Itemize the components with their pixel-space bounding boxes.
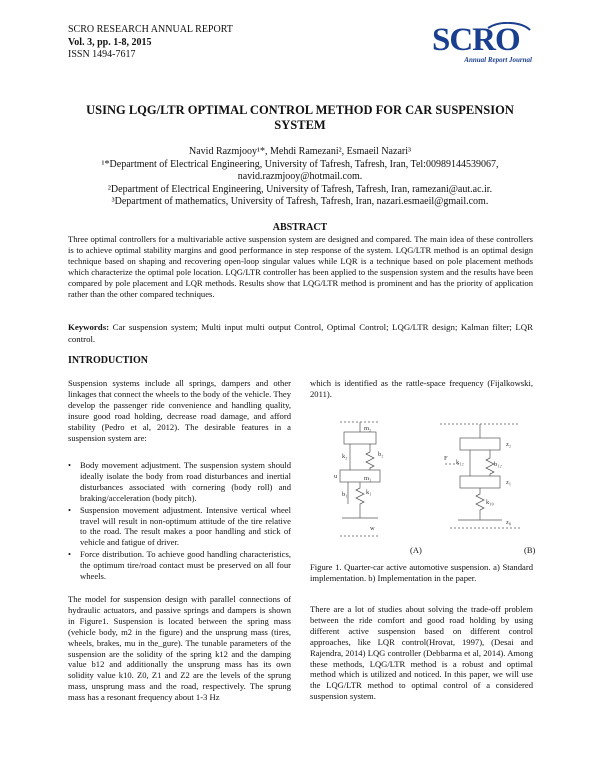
label-u: u — [334, 473, 338, 480]
affiliation-1-line-1: ¹*Department of Electrical Engineering, University of Tafresh, Tafresh, Iran, Tel:00989144539067, — [101, 158, 499, 170]
label-w: w — [370, 525, 375, 532]
label-b1: b₁ — [342, 491, 348, 498]
label-m2: m₂ — [364, 425, 372, 432]
journal-header — [68, 24, 233, 62]
logo-text: SCRO — [432, 22, 520, 58]
affiliation-3: ³Department of mathematics, University of Tafresh, Tafresh, Iran, nazari.esmaeil@gmail.com. — [111, 196, 489, 207]
label-k12: k₁₂ — [456, 459, 464, 466]
journal-volume: Vol. 3, pp. 1-8, 2015 — [68, 36, 152, 48]
list-item: • Suspension movement adjustment. Intensive vertical wheel travel will result in non-optimum attitude of the tire relative to the road. The result makes a poor handling and stick of vehicle and fatigue of driver. — [68, 505, 291, 549]
suspension-diagram — [320, 408, 535, 548]
label-m1: m₁ — [364, 475, 372, 482]
keywords-label: Keywords: — [68, 322, 110, 332]
abstract-text: Three optimal controllers for a multivariable active suspension system are designed and compared. The main idea of these controllers is to achieve optimal stability margins and good performance in step response of the system. LQG/LTR method is an optimal design technique based on shaping and recovering open-loop singular values while LQR is a technique based on pole placement methods which characterize the optimal pole location. LQG/LTR controller has been applied to the suspension system and the results have been compared by pole placement and LQR methods. Results show that LQG/LTR method is prominent and has the priority of application rather than the other compared techniques. — [68, 234, 533, 299]
label-z0: z₀ — [506, 519, 512, 526]
label-k10: k₁₀ — [486, 499, 494, 506]
diagram-b — [440, 424, 520, 528]
paper-title — [80, 103, 520, 133]
keywords — [68, 322, 533, 345]
logo-subtitle: Annual Report Journal — [464, 56, 532, 64]
list-item: • Force distribution. To achieve good handling characteristics, the optimum tire/road contact must be preserved on all four wheels. — [68, 549, 291, 582]
author-names: Navid Razmjooy¹*, Mehdi Ramezani², Esmaeil Nazari³ — [189, 146, 411, 157]
list-item: • Body movement adjustment. The suspension system should ideally isolate the body from road disturbances and inertial disturbances associated with cornering (body roll) and braking/acceleration (body pitch). — [68, 460, 291, 504]
label-k2: k₂ — [342, 453, 348, 460]
label-b2: b₂ — [378, 451, 384, 458]
affiliation-2: ²Department of Electrical Engineering, University of Tafresh, Tafresh, Iran, ramezani@aut.ac.ir. — [107, 183, 493, 195]
keywords-text: Car suspension system; Multi input multi output Control, Optimal Control; LQG/LTR design; Kalman filter; LQR control. — [68, 322, 533, 344]
label-z1: z₁ — [506, 479, 512, 486]
label-k1: k₁ — [366, 489, 372, 496]
intro-col2-paragraph-2: There are a lot of studies about solving the trade-off problem between the ride comfort and good road holding by using different active suspension based on different control approaches, like LQR control(Hrovat, 1997), (Desai and Rajendra, 2014) LQG controller (Debbarma et al, 2014). Among these methods, LQG/LTR method is a robust and optimal method which is utilized and noticed. In this paper, we will use the LQG/LTR method to optimal control of a considered suspension system. — [310, 604, 533, 702]
author-block — [60, 146, 540, 209]
intro-paragraph-1: Suspension systems include all springs, dampers and other linkages that connect the wheels to the body of the vehicle. They develop the passenger ride convenience and handling quality, insure good road holding, decrease road damage, and afford stability (Pedro et al, 2012). The desirable features in a suspension system are: — [68, 378, 291, 443]
journal-issn: ISSN 1494-7617 — [68, 49, 136, 60]
figure-1-caption: Figure 1. Quarter-car active automotive suspension. a) Standard implementation. b) Implementation in the paper. — [310, 562, 533, 583]
figure-label-b: (B) — [524, 545, 536, 555]
affiliation-1-line-2: navid.razmjooy@hotmail.com. — [237, 171, 363, 182]
intro-paragraph-2: The model for suspension design with parallel connections of hydraulic actuators, and passive springs and dampers is shown in Figure1. Suspension is located between the spring mass (vehicle body, m2 in the figure) and the unsprung mass (tires, wheels, brakes, mu in the_gure). The tunable parameters of the suspension are the solidity of the spring k12 and the damping value b12 and additionally the unsprung mass has its own solidity value k10. Z0, Z1 and Z2 are the levels of the sprung mass, unsprung mass and the road, respectively. The sprung mass has a resonant frequency about 1-3 Hz — [68, 594, 291, 703]
introduction-heading: INTRODUCTION — [68, 355, 149, 366]
abstract-heading: ABSTRACT — [272, 222, 328, 233]
journal-name: SCRO RESEARCH ANNUAL REPORT — [68, 24, 233, 35]
figure-1 — [320, 408, 536, 555]
label-z2: z₂ — [506, 441, 512, 448]
journal-logo — [430, 22, 532, 68]
title-line-1: USING LQG/LTR OPTIMAL CONTROL METHOD FOR CAR SUSPENSION — [86, 103, 514, 117]
diagram-a — [340, 422, 380, 536]
title-line-2: SYSTEM — [274, 118, 326, 132]
feature-list — [68, 460, 291, 583]
intro-col2-paragraph-1: which is identified as the rattle-space frequency (Fijalkowski, 2011). — [310, 378, 533, 399]
label-b12: b₁₂ — [494, 461, 502, 468]
figure-label-a: (A) — [410, 545, 422, 555]
label-f: F — [444, 455, 448, 462]
